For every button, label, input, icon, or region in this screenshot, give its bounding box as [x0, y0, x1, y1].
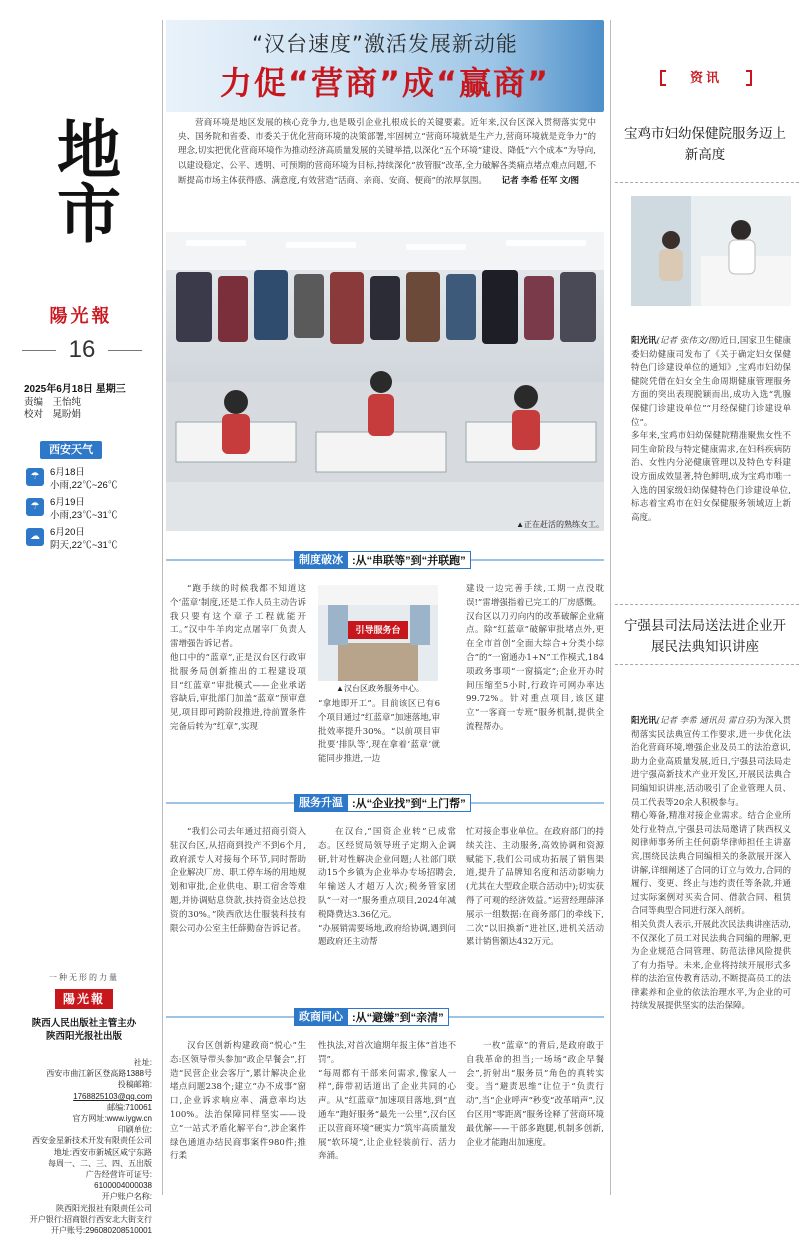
weather-desc: 小雨,23℃~31℃	[50, 510, 118, 521]
editor-credit: 责编 王怡纯	[24, 396, 82, 408]
paper-logo: 陽光報	[49, 306, 113, 327]
contact-line: 陕西阳光报社有限责任公司	[56, 1203, 152, 1213]
sponsor-line: 陕西阳光报社出版	[45, 1031, 122, 1042]
news-lead: 阳光讯	[631, 715, 657, 725]
contact-line: 印刷单位:	[117, 1125, 152, 1135]
headline-subtitle: “汉台速度”激活发展新动能	[252, 32, 518, 56]
news-byline: (记者 张伟文/图)	[656, 336, 721, 346]
section-title: 地市	[46, 116, 120, 244]
section-header-1	[166, 551, 604, 569]
contact-line: 每周一、二、三、四、五出版	[48, 1158, 152, 1168]
bracket-left	[660, 70, 666, 86]
news-text: 为深入贯彻落实民法典宣传工作要求,进一步优化法治化营商环境,增强企业及员工的法治意识,助力企业高质量发展,近日,宁强县司法局走进宁强高新技术产业开发区,开展民法典合同编知识讲座,活动吸引了企业管理人员、员工代表等20余人积极参与。 精心筹备,精准对接企业需求。结合企业所处行业特点,宁强县司法局邀请了陕西权义阅律师事务所主任何蔚华律师担任主讲嘉宾,围绕民法典合同编相关的条款展开深入讲解,详细阐述了合同的订立与效力,合同的履行、变更、终止与违约责任等条款,并通过实际案例对买卖合同、借款合同、租赁合同等典型合同进行深入剖析。 相关负责人表示,开展此次民法典讲座活动,不仅深化了员工对民法典合同编的理解,更为企业规范合同管理、防范法律风险提供了有力指导。未来,企业将持续开展形式多样的法治宣传教育活动,不断提高员工的法律素养和企业的依法治理水平,为企业的可持续发展提供坚实的法治保障。	[631, 716, 791, 1012]
contact-line: 开户银行:招商银行西安北大街支行	[29, 1214, 152, 1224]
dashed-divider	[615, 664, 799, 665]
weather-desc: 小雨,22℃~26℃	[50, 480, 118, 491]
sponsor-line: 陕西人民出版社主管主办	[31, 1018, 137, 1029]
factory-photo	[166, 232, 604, 531]
office-photo	[318, 585, 438, 681]
paper-logo-small: 陽光報	[55, 989, 113, 1009]
section-key: 政商同心	[294, 1008, 348, 1026]
news-body	[631, 334, 791, 525]
article-column: “我们公司去年通过招商引资入驻汉台区,从招商到投产不到6个月,政府派专人对接每个环节,同时帮助企业解决厂房、职工停车场的用地规划和审批,企业供电、职工宿舍等难题,并协调贴息贷款,扶持资金达总投资的30%。”陕西欣达仕服装科技有限公司办公室主任薛勤奋告诉记者。	[170, 827, 307, 934]
contact-line[interactable]: 1768825103@qq.com	[73, 1091, 152, 1101]
contact-line: 邮编:710061	[107, 1102, 152, 1112]
cloud-rain-icon: ☂	[26, 498, 44, 516]
article-column: 一枚“蓝章”的背后,是政府敢于自我革命的担当;一场场“政企早餐会”,折射出“服务员”角色的真转实变。当“避责思维”让位于“负责行动”,当“企业呼声”秒变“改革哨声”,汉台区用“零距离”服务诠释了营商环境最优解——干部多跑腿,机制多创新,企业才能跑出加速度。	[466, 1041, 604, 1148]
article-column: 汉台区创新构建政商“悦心”生态:区领导带头参加“政企早餐会”,打造“民营企业会客厅”,累计解决企业堵点问题238个;建立“办不成事”窗口,企业诉求响应率、满意率均达100%。法治保障同样坚实——设立“一站式矛盾化解平台”,涉企案件绿色通道办结民商事案件980件;推行柔	[170, 1041, 306, 1162]
page-number-rule-left	[22, 350, 56, 351]
issue-date: 2025年6月18日 星期三	[24, 384, 126, 395]
page-number: 16	[68, 336, 96, 363]
headline-banner	[166, 20, 604, 112]
issue-info	[24, 384, 154, 422]
sidebar-label-text: 资讯	[689, 70, 722, 85]
article-column: 建设一边完善手续,工期一点没耽误!”雷增强指着已完工的厂房感慨。 汉台区以刀刃向内的改革破解企业痛点。除“红蓝章”破解审批堵点外,更在全市首创“全面大综合+分类小综合”的“一窗通办1+N”工作模式,184项政务事项“一窗搞定”;企业开办时间压缩至5小时,行政许可网办率达99.72%。针对重点项目,该区建立“一客商一专班”服务机制,提供全流程帮办。	[466, 584, 604, 732]
bracket-right	[746, 70, 752, 86]
news-body	[631, 714, 791, 1014]
contact-line: 社址:	[133, 1058, 152, 1067]
news-text: 近日,国家卫生健康委妇幼健康司发布了《关于确定妇女保健特色门诊建设单位的通知》,宝鸡市妇幼保健院凭借在妇女全生命周期健康管理服务方面的突出表现脱颖而出,成功入选“乳腺保健门诊建设单位”“月经保健门诊建设单位”。 多年来,宝鸡市妇幼保健院精准聚焦女性不同生命阶段与特定健康需求,在妇科疾病防治、女性内分泌健康管理以及特色专科建设方面成效显著,特色鲜明,成为宝鸡市唯一入选的国家级妇幼保健特色门诊建设单位,标志着宝鸡市在妇女保健服务领域迈上新高度。	[631, 336, 791, 523]
contact-line: 西安市曲江新区登高路1388号	[46, 1069, 152, 1079]
contact-line: 西安金星新技术开发有限责任公司	[32, 1136, 152, 1146]
page-number-block	[22, 336, 142, 364]
weather-day	[26, 524, 156, 554]
section-label	[294, 551, 471, 569]
article-column: “拿地即开工”。目前该区已有6个项目通过“红蓝章”加速落地,审批效率提升30%。“以前项目审批要‘排队等’,现在拿着‘蓝章’就能同步推进,一边	[318, 699, 440, 765]
byline: 记者 李希 任军 文/图	[501, 174, 580, 185]
weather-date: 6月18日	[50, 467, 85, 478]
article-column: 忙对接企事业单位。在政府部门的持续关注、主动服务,高效协调和资源赋能下,我们公司成功拓展了销售渠道,提升了品牌知名度和活动影响力(尤其在大型政企联合活动中);切实获得了可观的经济效益。”运营经理薛泽展示一组数据:在商务部门的牵线下,二次“以旧换新”进社区,进机关活动累计销售额达432万元。	[466, 827, 604, 948]
article-intro	[178, 116, 596, 188]
section-label	[294, 1008, 449, 1026]
cloud-rain-icon: ☂	[26, 468, 44, 486]
weather-date: 6月19日	[50, 497, 85, 508]
headline-title: 力促“营商”成“赢商”	[219, 64, 551, 102]
slogan: 一种无形的力量	[49, 973, 119, 982]
sponsor	[10, 1017, 158, 1043]
section-label	[294, 794, 471, 812]
dashed-divider	[615, 604, 799, 605]
proofreader-credit: 校对 晁盼娟	[24, 409, 82, 420]
contact-list	[10, 1057, 158, 1236]
section-header-3	[166, 1008, 604, 1026]
contact-line: 开户账号:296080208510001	[51, 1226, 152, 1236]
weather-day	[26, 464, 156, 494]
weather-desc: 阴天,22℃~31℃	[50, 540, 118, 551]
office-photo-sign: 引导服务台	[355, 625, 401, 635]
news-lead: 阳光讯	[631, 335, 657, 345]
section-value: :从“串联等”到“并联跑”	[348, 551, 471, 569]
cloud-icon: ☁	[26, 528, 44, 546]
intro-text: 营商环境是地区发展的核心竞争力,也是吸引企业扎根成长的关键要素。近年来,汉台区深入贯彻落实党中央、国务院和省委、市委关于优化营商环境的决策部署,牢固树立“营商环境就是生产力,营商环境就是竞争力”的理念,切实把优化营商环境作为推动经济高质量发展的关键举措,以深化“五个环境”建设、降低“六个成本”为导向,以建设稳定、公平、透明、可预期的营商环境为目标,持续深化“放管服”改革,全力破解各类痛点堵点难点问题,不断提高市场主体获得感、满意度,有效营造“活商、亲商、安商、便商”的浓厚氛围。	[178, 118, 596, 186]
contact-line: 开户账户名称:	[101, 1192, 152, 1202]
section-key: 服务升温	[294, 794, 348, 812]
section-key: 制度破冰	[294, 551, 348, 569]
section-header-2	[166, 794, 604, 812]
contact-line: 投稿邮箱:	[117, 1080, 152, 1090]
column-divider	[162, 20, 163, 1195]
column-divider	[610, 20, 611, 1195]
news-title: 宝鸡市妇幼保健院服务迈上新高度	[624, 126, 786, 163]
news-byline: (记者 李希 通讯员 雷自芬)	[656, 716, 757, 726]
article-column: 性执法,对首次逾期年报主体“首违不罚”。 “每周都有干部来问需求,像家人一样”,薛带初话道出了企业共同的心声。从“红蓝章”加速项目落地,到“直通车”跑好服务“最先一公里”,汉台区正以营商环境“硬实力”筑牢高质量发展“软环境”,让企业轻装前行、活力奔涌。	[318, 1041, 456, 1162]
news-title: 宁强县司法局送法进企业开展民法典知识讲座	[624, 618, 786, 655]
publisher-info	[10, 972, 158, 1236]
article-column: 在汉台,“国资企业转”已成常态。区经贸局领导班子定期入企调研,针对性解决企业问题;人社部门联动15个乡镇为企业举办专场招聘会,年输送人才超万人次;税务管家团队“一对一”服务重点项目,2024年减税降费达3.36亿元。 “办展销需要场地,政府给协调,遇到问题政府还主动帮	[318, 827, 456, 948]
sidebar-label	[660, 68, 752, 88]
left-masthead-column	[0, 0, 163, 1236]
contact-line: 广告经营许可证号:	[85, 1170, 152, 1180]
page-number-rule-right	[108, 350, 142, 351]
dashed-divider	[615, 182, 799, 183]
weather-day	[26, 494, 156, 524]
article-column: “跑手续的时候我都不知道这个‘蓝章’制度,还是工作人员主动告诉我只要有这个章子工程就能开工。”汉中牛羊肉定点屠宰厂负责人雷增强告诉记者。 他口中的“蓝章”,正是汉台区行政审批服务局创新推出的工程建设项目“红蓝章”审批模式——企业承诺容缺后,审批部门加盖“蓝章”预审意见,项目即可跨阶段推进,待前置条件完备后转为“红章”,实现	[170, 584, 306, 732]
weather-date: 6月20日	[50, 527, 85, 538]
contact-line: 地址:西安市新城区咸宁东路	[53, 1147, 152, 1157]
hospital-photo	[631, 196, 791, 306]
weather-title: 西安天气	[40, 441, 102, 459]
section-value: :从“避嫌”到“亲清”	[348, 1008, 449, 1026]
contact-line[interactable]: 官方网址:www.iygw.cn	[72, 1114, 152, 1124]
contact-line: 6100004000038	[94, 1181, 152, 1191]
hospital-photo-image	[631, 196, 791, 306]
section-value: :从“企业找”到“上门帮”	[348, 794, 471, 812]
photo-caption: ▲正在赶活的熟练女工。	[516, 520, 604, 529]
factory-photo-image	[166, 232, 604, 531]
photo-caption: ▲汉台区政务服务中心。	[336, 684, 424, 693]
